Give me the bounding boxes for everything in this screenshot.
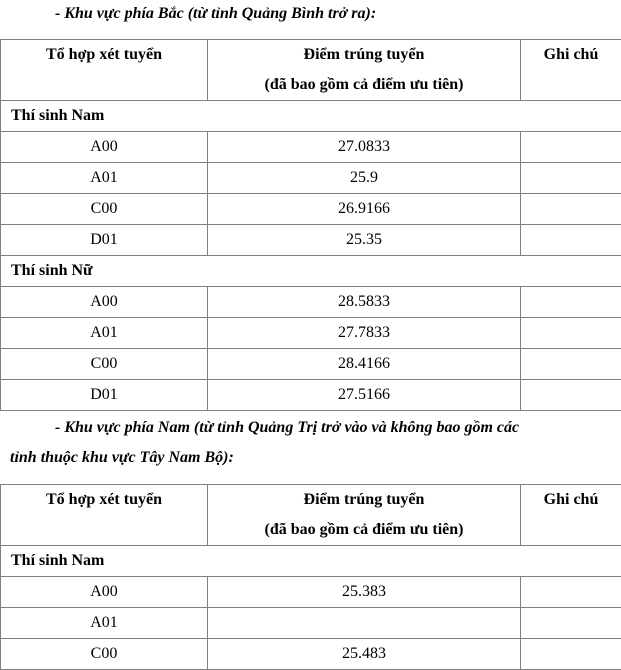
column-header-combo: Tổ hợp xét tuyển (1, 485, 208, 546)
score-cell: 25.9 (208, 163, 521, 194)
group-label-female: Thí sinh Nữ (1, 256, 621, 287)
note-cell (521, 318, 621, 349)
note-cell (521, 349, 621, 380)
score-cell: 25.35 (208, 225, 521, 256)
section-north-heading: - Khu vực phía Bắc (từ tỉnh Quảng Bình trở ra): (55, 4, 376, 24)
combo-cell: A00 (1, 132, 208, 163)
table-header-row (1, 485, 621, 546)
combo-cell: D01 (1, 380, 208, 411)
note-cell (521, 225, 621, 256)
combo-cell: A01 (1, 318, 208, 349)
column-header-note: Ghi chú (521, 40, 621, 101)
table-row (1, 194, 621, 225)
table-row (1, 639, 621, 670)
note-cell (521, 608, 621, 639)
north-score-table (0, 39, 621, 411)
column-header-score-line2: (đã bao gồm cả điểm ưu tiên) (208, 70, 520, 100)
table-row (1, 287, 621, 318)
note-cell (521, 380, 621, 411)
group-row-male (1, 546, 621, 577)
table-row (1, 577, 621, 608)
combo-cell: A01 (1, 608, 208, 639)
note-cell (521, 194, 621, 225)
score-cell (208, 608, 521, 639)
note-cell (521, 287, 621, 318)
score-cell: 28.4166 (208, 349, 521, 380)
group-row-female (1, 256, 621, 287)
combo-cell: C00 (1, 639, 208, 670)
south-score-table (0, 484, 621, 670)
column-header-note: Ghi chú (521, 485, 621, 546)
table-row (1, 225, 621, 256)
combo-cell: A00 (1, 287, 208, 318)
score-cell: 27.0833 (208, 132, 521, 163)
score-cell: 27.5166 (208, 380, 521, 411)
column-header-score (208, 40, 521, 101)
table-row (1, 318, 621, 349)
note-cell (521, 163, 621, 194)
table-row (1, 349, 621, 380)
score-cell: 27.7833 (208, 318, 521, 349)
table-row (1, 132, 621, 163)
note-cell (521, 132, 621, 163)
table-header-row (1, 40, 621, 101)
note-cell (521, 577, 621, 608)
combo-cell: A01 (1, 163, 208, 194)
score-cell: 26.9166 (208, 194, 521, 225)
combo-cell: C00 (1, 349, 208, 380)
column-header-score-line1: Điểm trúng tuyển (208, 485, 520, 515)
column-header-score-line2: (đã bao gồm cả điểm ưu tiên) (208, 515, 520, 545)
group-row-male (1, 101, 621, 132)
column-header-combo: Tổ hợp xét tuyển (1, 40, 208, 101)
table-row (1, 380, 621, 411)
table-row (1, 163, 621, 194)
score-cell: 28.5833 (208, 287, 521, 318)
note-cell (521, 639, 621, 670)
group-label-male: Thí sinh Nam (1, 101, 621, 132)
score-cell: 25.383 (208, 577, 521, 608)
column-header-score-line1: Điểm trúng tuyển (208, 40, 520, 70)
section-south-heading-line2: tỉnh thuộc khu vực Tây Nam Bộ): (10, 448, 234, 468)
combo-cell: D01 (1, 225, 208, 256)
combo-cell: A00 (1, 577, 208, 608)
combo-cell: C00 (1, 194, 208, 225)
section-south-heading-line1: - Khu vực phía Nam (từ tỉnh Quảng Trị trở vào và không bao gồm các (55, 418, 519, 438)
score-cell: 25.483 (208, 639, 521, 670)
group-label-male: Thí sinh Nam (1, 546, 621, 577)
column-header-score (208, 485, 521, 546)
table-row (1, 608, 621, 639)
